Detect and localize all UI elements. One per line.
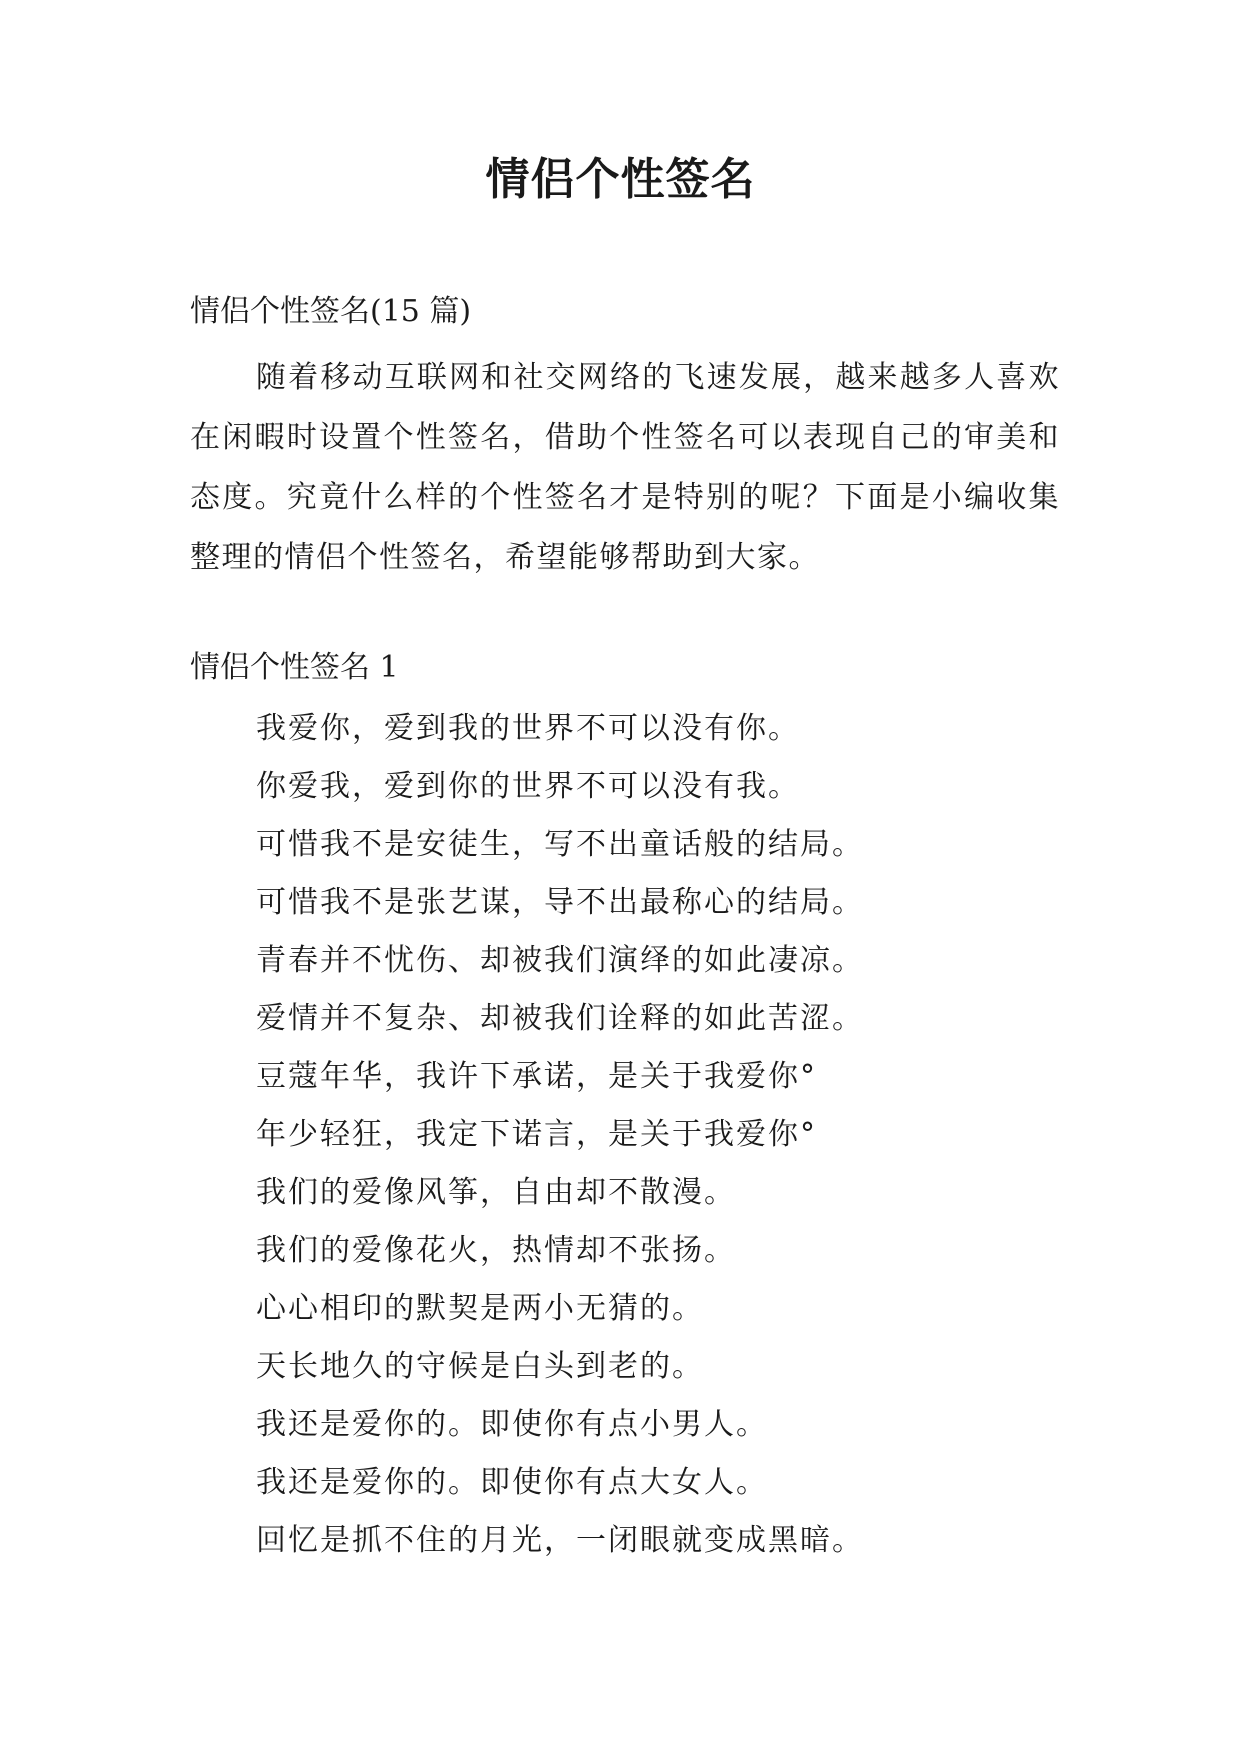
intro-paragraph: 随着移动互联网和社交网络的飞速发展，越来越多人喜欢在闲暇时设置个性签名，借助个性签名可以表现自己的审美和态度。究竟什么样的个性签名才是特别的呢？下面是小编收集整理的情侣个性签名，希望能够帮助到大家。 — [190, 360, 1060, 575]
signature-line: 我还是爱你的。即使你有点大女人。 — [256, 1465, 768, 1500]
signature-line: 我爱你，爱到我的世界不可以没有你。 — [256, 711, 800, 746]
signature-line: 可惜我不是安徒生，写不出童话般的结局。 — [256, 827, 864, 862]
signature-list — [256, 700, 864, 1570]
signature-line: 我们的爱像花火，热情却不张扬。 — [256, 1233, 736, 1268]
signature-line: 心心相印的默契是两小无猜的。 — [256, 1291, 704, 1326]
document-subtitle: 情侣个性签名(15 篇) — [190, 294, 472, 329]
section-title: 情侣个性签名 1 — [190, 650, 399, 685]
signature-line: 年少轻狂，我定下诺言，是关于我爱你° — [256, 1117, 817, 1152]
signature-line: 我还是爱你的。即使你有点小男人。 — [256, 1407, 768, 1442]
document-title: 情侣个性签名 — [485, 154, 756, 205]
signature-line: 天长地久的守候是白头到老的。 — [256, 1349, 704, 1384]
signature-line: 豆蔻年华，我许下承诺，是关于我爱你° — [256, 1059, 817, 1094]
signature-line: 青春并不忧伤、却被我们演绎的如此凄凉。 — [256, 943, 864, 978]
signature-line: 回忆是抓不住的月光，一闭眼就变成黑暗。 — [256, 1523, 864, 1558]
signature-line: 你爱我，爱到你的世界不可以没有我。 — [256, 769, 800, 804]
signature-line: 我们的爱像风筝，自由却不散漫。 — [256, 1175, 736, 1210]
signature-line: 可惜我不是张艺谋，导不出最称心的结局。 — [256, 885, 864, 920]
signature-line: 爱情并不复杂、却被我们诠释的如此苦涩。 — [256, 1001, 864, 1036]
